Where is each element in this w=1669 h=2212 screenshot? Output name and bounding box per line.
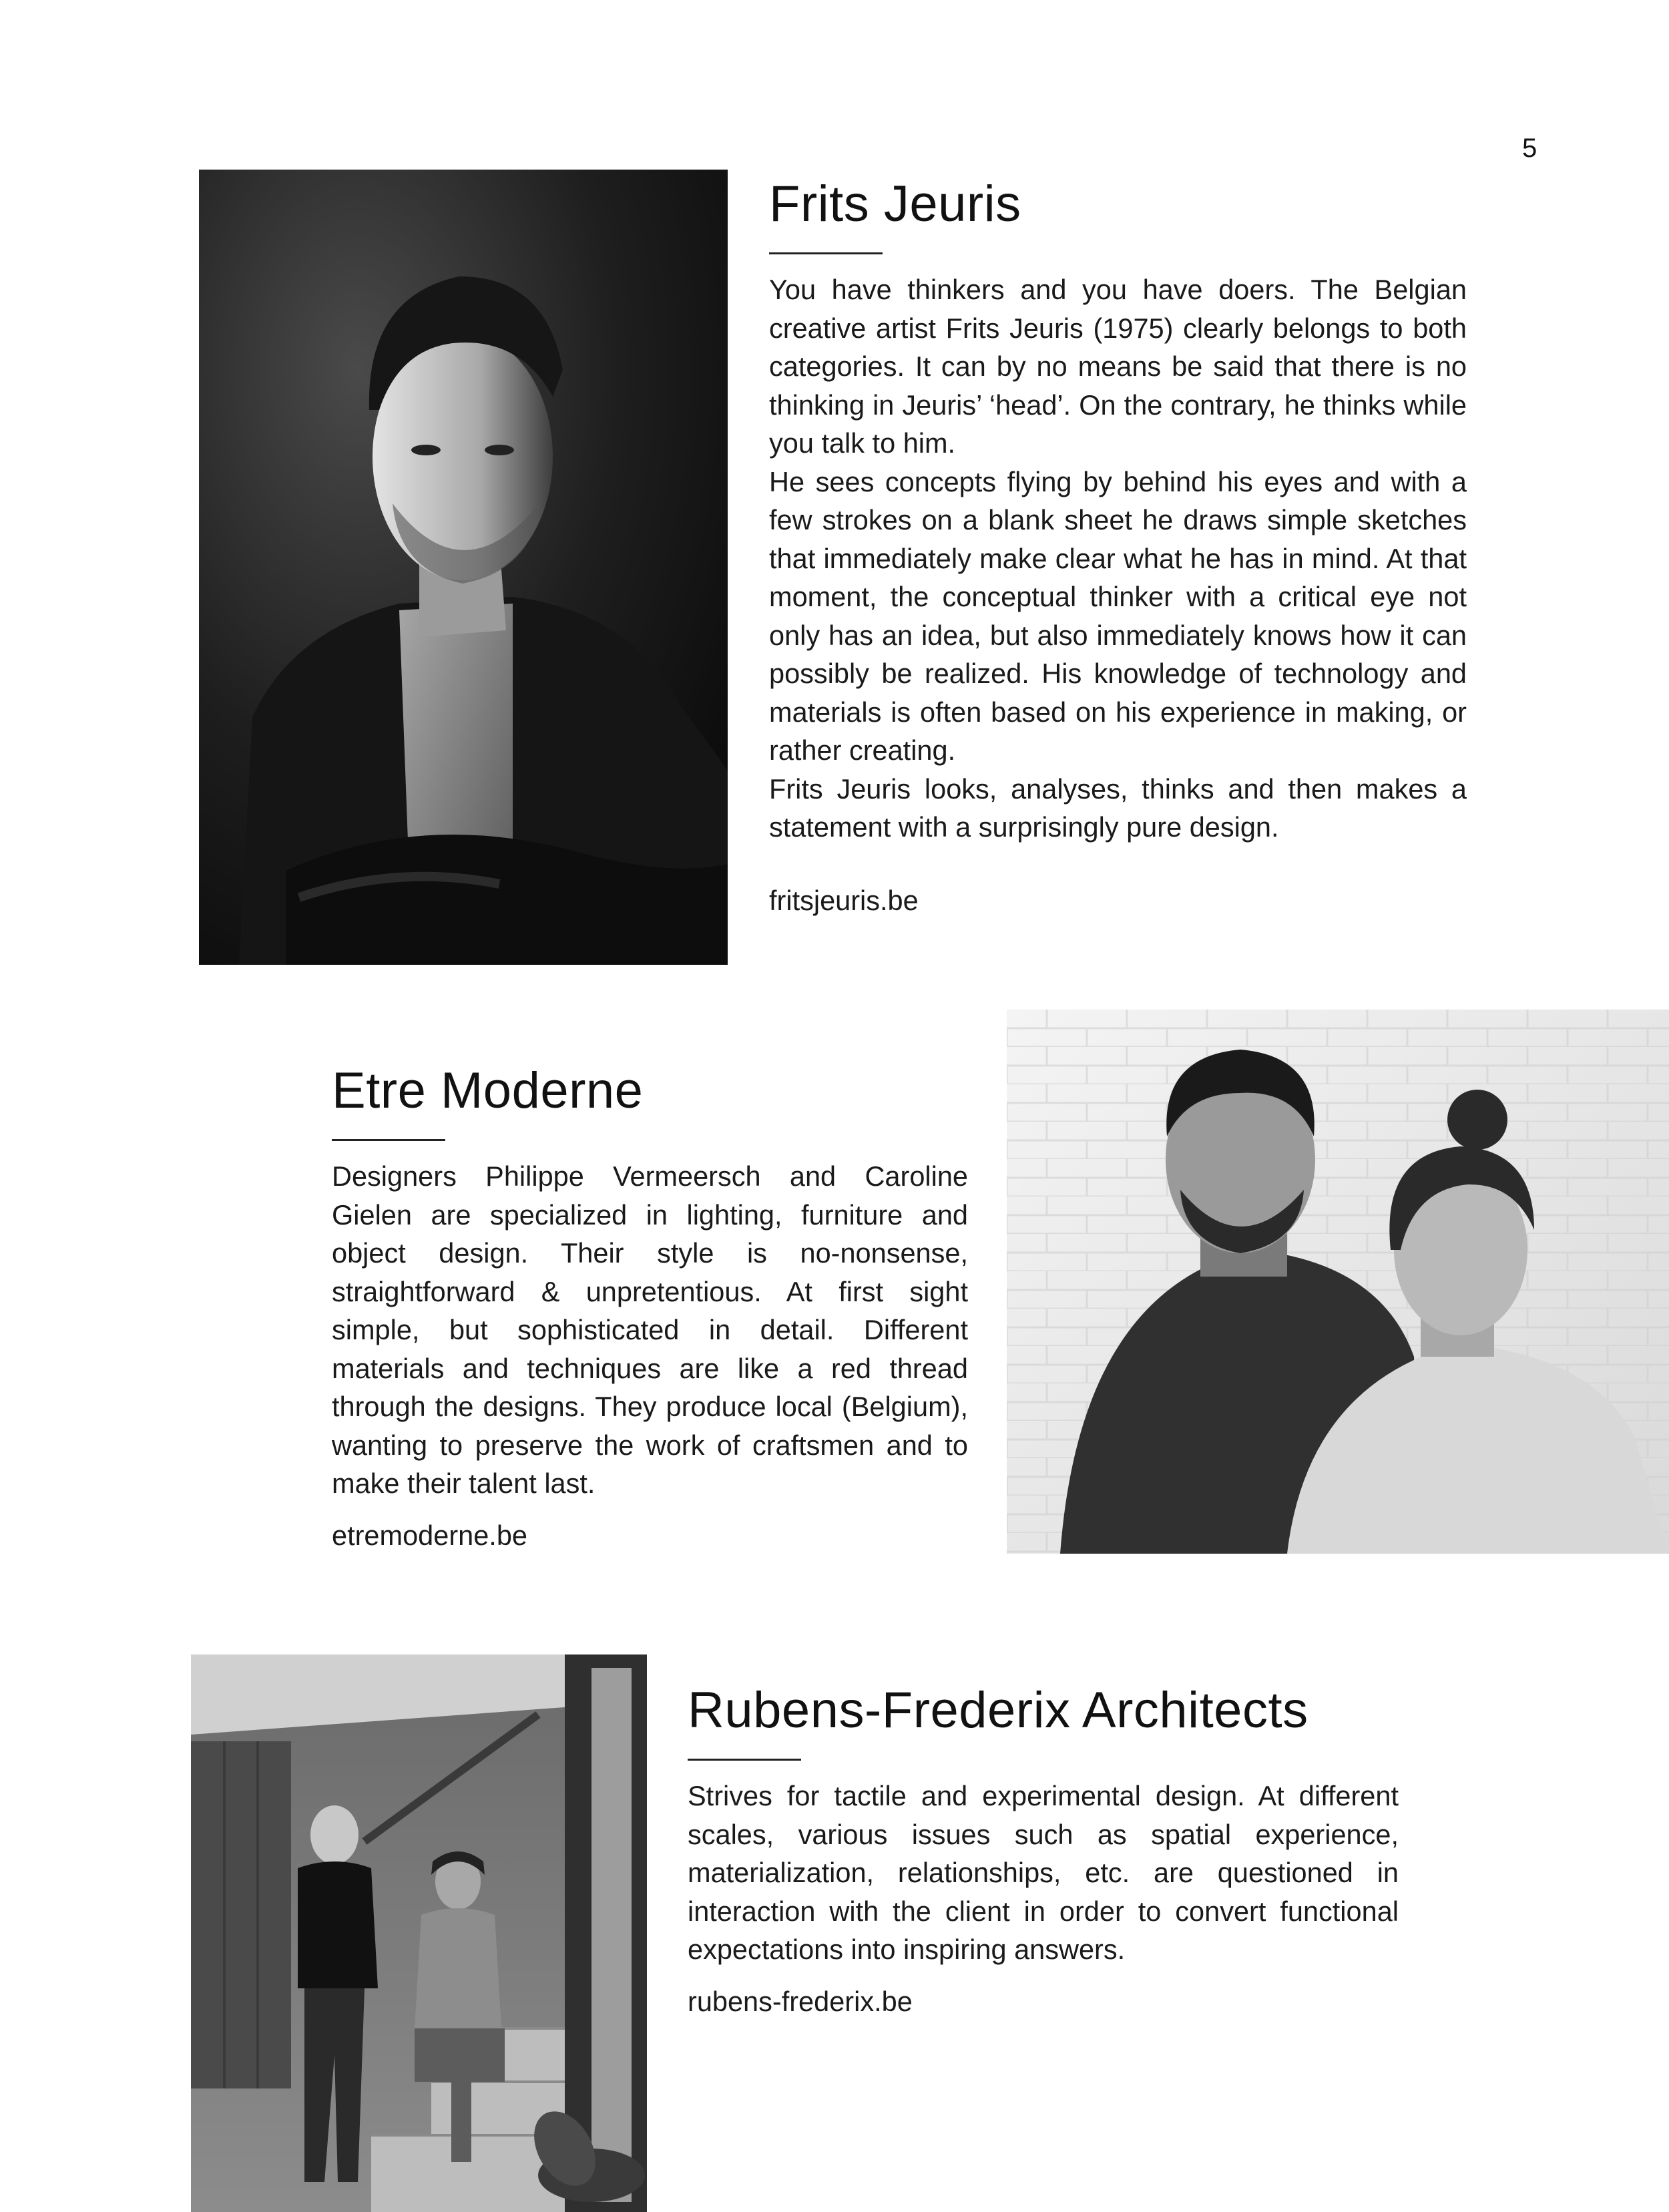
section-title: Rubens-Frederix Architects xyxy=(688,1682,1308,1739)
title-rule xyxy=(688,1759,801,1761)
portrait-rubens-frederix xyxy=(191,1654,647,2212)
section-body xyxy=(332,1157,968,1503)
section-body xyxy=(769,270,1467,847)
website-link[interactable]: fritsjeuris.be xyxy=(769,884,919,916)
body-paragraph: Strives for tactile and experimental design. At different scales, various issues such as spatial experience, materialization, relationships, etc. are questioned in interaction with the client in order to convert functional expectations into inspiring answers. xyxy=(688,1780,1399,1965)
section-body xyxy=(688,1777,1399,1969)
body-paragraph: Frits Jeuris looks, analyses, thinks and then makes a statement with a surprisingly pure design. xyxy=(769,772,1467,843)
website-link[interactable]: rubens-frederix.be xyxy=(688,1985,913,2017)
body-paragraph: Designers Philippe Vermeersch and Caroline Gielen are specialized in lighting, furniture and object design. Their style is no-nonsense, straightforward & unpretentious. At first sight simple, but sophisticated in detail. Different materials and techniques are like a red thread through the designs. They produce local (Belgium), wanting to preserve the work of craftsmen and to make their talent last. xyxy=(332,1160,968,1499)
body-paragraph: He sees concepts flying by behind his eyes and with a few strokes on a blank sheet he draws simple sketches that immediately make clear what he has in mind. At that moment, the conceptual thinker with a critical eye not only has an idea, but also immediately knows how it can possibly be realized. His knowledge of technology and materials is often based on his experience in making, or rather creating. xyxy=(769,465,1467,766)
page-number: 5 xyxy=(1522,134,1537,163)
title-rule xyxy=(332,1139,445,1141)
section-rubens-frederix xyxy=(688,1679,1399,2020)
section-etre-moderne xyxy=(332,1059,968,1554)
section-frits-jeuris xyxy=(769,172,1467,919)
section-title: Etre Moderne xyxy=(332,1062,644,1119)
section-title: Frits Jeuris xyxy=(769,176,1021,232)
portrait-frits-jeuris xyxy=(199,170,728,965)
title-rule xyxy=(769,252,883,254)
portrait-etre-moderne xyxy=(1007,1010,1669,1554)
website-link[interactable]: etremoderne.be xyxy=(332,1519,527,1551)
body-paragraph: You have thinkers and you have doers. The Belgian creative artist Frits Jeuris (1975) clearly belongs to both categories. It can by no means be said that there is no thinking in Jeuris’ ‘head’. On the contrary, he thinks while you talk to him. xyxy=(769,274,1467,459)
